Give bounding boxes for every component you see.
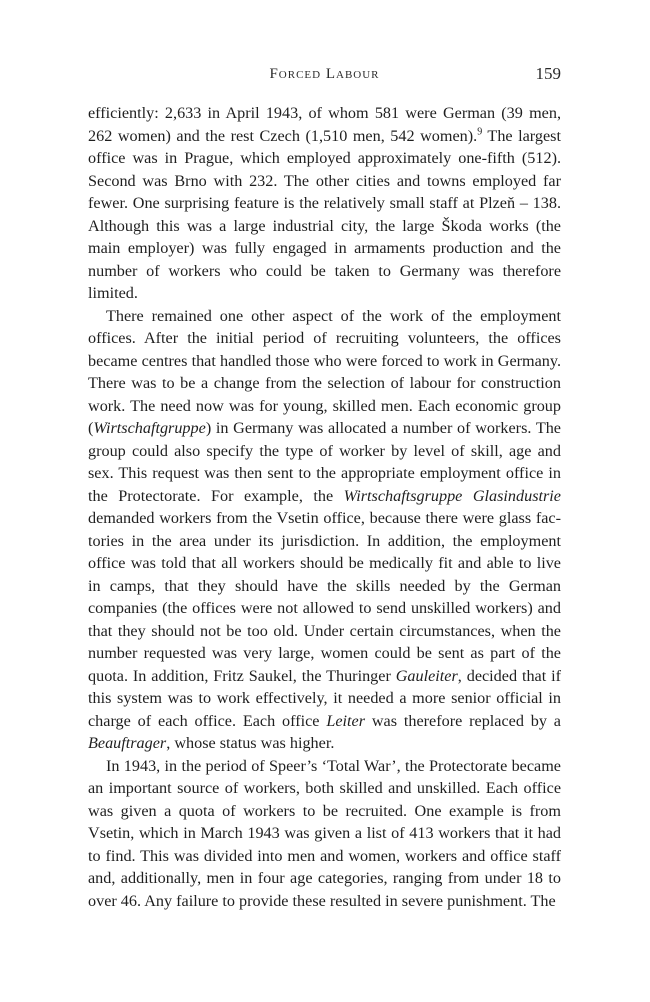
text-run: , whose status was higher. bbox=[166, 734, 335, 752]
italic-term: Wirtschaftsgruppe Glasindustrie bbox=[343, 486, 561, 505]
text-run: ) in Germany was allocated a number of workers. The group could also specify the type of worker by level of skill, age and sex. This request was then sent to the appropriate employment office in the Protectorate. For example, the bbox=[88, 419, 561, 505]
footnote-marker: 9 bbox=[477, 126, 483, 138]
running-head bbox=[88, 60, 561, 90]
running-title: Forced Labour bbox=[269, 66, 380, 82]
paragraph bbox=[88, 305, 561, 755]
page-number: 159 bbox=[535, 64, 561, 83]
italic-term: Gauleiter bbox=[395, 666, 458, 685]
italic-term: Wirtschaftgruppe bbox=[93, 419, 206, 437]
text-run: efficiently: 2,633 in April 1943, of whom 581 were German (39 men, 262 women) and the rest Czech (1,510 men, 542 women). bbox=[88, 104, 561, 145]
text-run: There remained one other aspect of the work of the employment offices. After the initial period of recruiting volunteers, the offices became centres that handled those who were forced to work in Germany. There was to be a change from the selection of labour for construction work. The need now was for young, skilled men. Each economic group ( bbox=[88, 306, 561, 437]
text-run: demanded workers from the Vsetin office, because there were glass factories in the area under its jurisdiction. In addition, the employment office was told that all workers should be medically fit and able to live in camps, that they should have the skills needed by the German companies (the offices were not allowed to send unskilled workers) and that they should not be too old. Under certain circumstances, when the number requested was very large, women could be sent as part of the quota. In addition, Fritz Saukel, the Thuringer bbox=[88, 509, 561, 685]
text-run: The largest office was in Prague, which employed approximately one-fifth (512). Second was Brno with 232. The other cities and towns employed far fewer. One surprising feature is the relatively small staff at Plzeň – 138. Although this was a large industrial city, the large Škoda works (the main employer) was fully engaged in armaments production and the number of workers who could be taken to Germany was therefore limited. bbox=[88, 126, 561, 302]
body-text bbox=[88, 102, 561, 912]
italic-term: Beauftrager bbox=[88, 734, 167, 752]
text-run: In 1943, in the period of Speer’s ‘Total War’, the Protectorate became an important source of workers, both skilled and unskilled. Each office was given a quota of workers to be recruited. One example is from Vsetin, which in March 1943 was given a list of 413 workers that it had to find. This was divided into men and women, workers and office staff and, additionally, men in four age categories, ranging from under 18 to over 46. Any failure to provide these resulted in severe punishment. The bbox=[88, 756, 561, 910]
paragraph bbox=[88, 755, 561, 913]
book-page bbox=[88, 60, 561, 912]
text-run: , decided that if this system was to work effectively, it needed a more senior official in charge of each office. Each office bbox=[88, 666, 561, 730]
italic-term: Leiter bbox=[326, 711, 365, 730]
paragraph bbox=[88, 102, 561, 305]
text-run: was therefore replaced by a bbox=[365, 711, 561, 730]
